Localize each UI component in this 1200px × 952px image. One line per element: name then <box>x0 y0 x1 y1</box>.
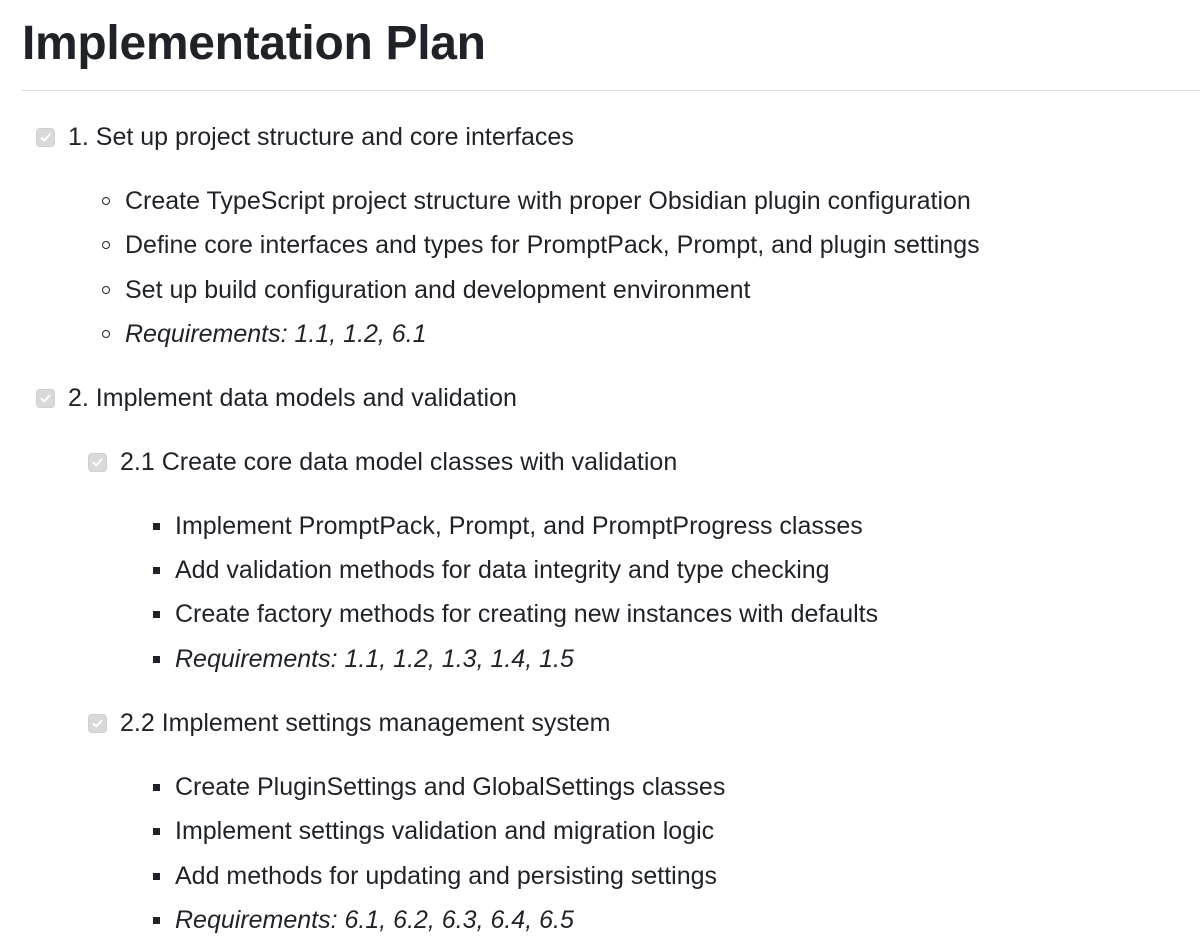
list-item <box>153 856 717 896</box>
subtask-2-1 <box>88 442 677 482</box>
list-item <box>153 639 574 679</box>
list-item <box>153 594 878 634</box>
square-bullet-icon <box>153 656 160 663</box>
task-2-label: 2. Implement data models and validation <box>68 384 517 412</box>
circle-bullet-icon <box>102 286 110 294</box>
square-bullet-icon <box>153 611 160 618</box>
list-item <box>102 270 750 310</box>
requirements-text: Requirements: 6.1, 6.2, 6.3, 6.4, 6.5 <box>175 906 574 934</box>
list-item-text: Add validation methods for data integrity and type checking <box>175 556 830 584</box>
list-item <box>102 314 427 354</box>
square-bullet-icon <box>153 784 160 791</box>
square-bullet-icon <box>153 873 160 880</box>
list-item-text: Implement settings validation and migration logic <box>175 817 715 845</box>
list-item <box>153 550 830 590</box>
square-bullet-icon <box>153 917 160 924</box>
subtask-2-1-label: 2.1 Create core data model classes with validation <box>120 448 678 476</box>
checked-checkbox-icon[interactable] <box>88 453 107 472</box>
list-item <box>153 900 574 940</box>
square-bullet-icon <box>153 567 160 574</box>
task-1-label: 1. Set up project structure and core interfaces <box>68 123 574 151</box>
subtask-2-2-label: 2.2 Implement settings management system <box>120 709 611 737</box>
circle-bullet-icon <box>102 197 110 205</box>
list-item-text: Create TypeScript project structure with proper Obsidian plugin configuration <box>125 187 971 215</box>
checked-checkbox-icon[interactable] <box>88 714 107 733</box>
title-divider <box>22 90 1200 91</box>
square-bullet-icon <box>153 523 160 530</box>
list-item <box>153 767 725 807</box>
list-item <box>102 225 980 265</box>
requirements-text: Requirements: 1.1, 1.2, 6.1 <box>125 320 427 348</box>
list-item <box>153 811 714 851</box>
list-item-text: Implement PromptPack, Prompt, and PromptProgress classes <box>175 512 863 540</box>
task-1 <box>36 117 574 157</box>
checked-checkbox-icon[interactable] <box>36 128 55 147</box>
list-item-text: Set up build configuration and development environment <box>125 276 751 304</box>
list-item-text: Add methods for updating and persisting settings <box>175 862 718 890</box>
square-bullet-icon <box>153 828 160 835</box>
list-item-text: Create PluginSettings and GlobalSettings classes <box>175 773 726 801</box>
circle-bullet-icon <box>102 241 110 249</box>
subtask-2-2 <box>88 703 611 743</box>
requirements-text: Requirements: 1.1, 1.2, 1.3, 1.4, 1.5 <box>175 645 574 673</box>
page-title: Implementation Plan <box>22 17 486 70</box>
checked-checkbox-icon[interactable] <box>36 389 55 408</box>
list-item <box>153 506 863 546</box>
circle-bullet-icon <box>102 330 110 338</box>
list-item-text: Define core interfaces and types for PromptPack, Prompt, and plugin settings <box>125 231 980 259</box>
list-item-text: Create factory methods for creating new instances with defaults <box>175 600 879 628</box>
list-item <box>102 181 971 221</box>
task-2 <box>36 378 517 418</box>
